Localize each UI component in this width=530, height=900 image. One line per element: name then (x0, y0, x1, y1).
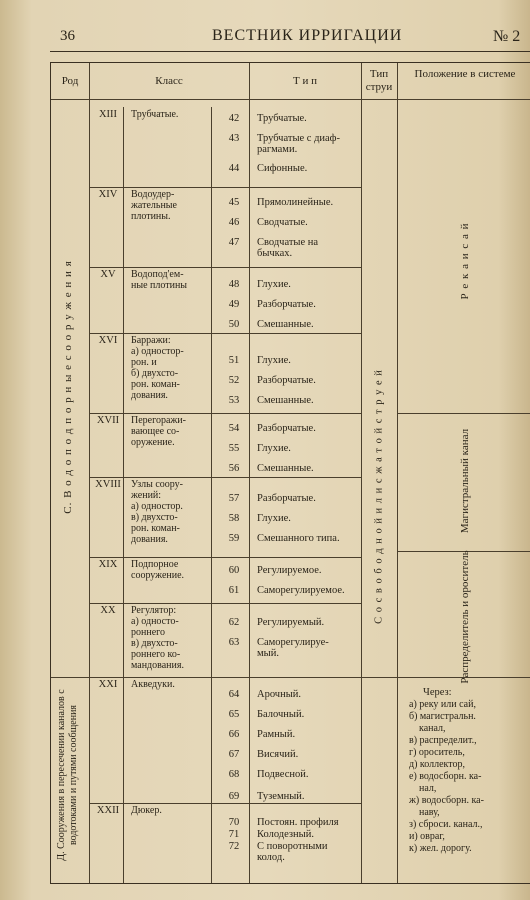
type-number: 62 (228, 617, 240, 628)
type-number: 48 (228, 279, 240, 290)
type-name: Регулируемый. (257, 617, 325, 628)
type-name: мый. (257, 648, 279, 659)
class-name: Регулятор: (131, 605, 177, 616)
type-name: Висячий. (257, 749, 299, 760)
type-name: Смешанные. (257, 319, 314, 330)
class-name: дования. (131, 534, 168, 545)
type-number: 54 (228, 423, 240, 434)
type-name: Глухие. (257, 279, 291, 290)
position-river: Р е к а и с а й (459, 222, 471, 300)
class-name: жательные (131, 200, 177, 211)
header-rule (50, 51, 530, 52)
type-name: Трубчатые с диаф- (257, 133, 340, 144)
type-name: рагмами. (257, 144, 298, 155)
class-number: XIV (98, 189, 118, 200)
type-name: Прямолинейные. (257, 197, 334, 208)
class-name: Трубчатые. (131, 109, 179, 120)
type-name: Смешанные. (257, 395, 314, 406)
type-name: Смешанного типа. (257, 533, 340, 544)
type-number: 65 (228, 709, 240, 720)
class-name: в) двухсто- (131, 512, 178, 523)
type-name: Разборчатые. (257, 493, 316, 504)
class-rule (89, 413, 361, 414)
class-name: в) двухсто- (131, 638, 178, 649)
col-rule (89, 63, 90, 883)
type-name: Колодезный. (257, 829, 314, 840)
class-name: рон. коман- (131, 523, 180, 534)
type-number: 72 (228, 841, 240, 852)
crossing-item: нал, (409, 783, 437, 794)
type-number: 59 (228, 533, 240, 544)
class-name: сооружение. (131, 570, 185, 581)
type-number: 60 (228, 565, 240, 576)
class-rule (89, 603, 361, 604)
type-name: Балочный. (257, 709, 305, 720)
group-d-label: Д. Сооружения в пересечении каналов с водотоками и путями сообщения (56, 689, 79, 861)
crossing-item: к) жел. дорогу. (409, 843, 472, 854)
type-number: 68 (228, 769, 240, 780)
class-rule (89, 477, 361, 478)
type-number: 42 (228, 113, 240, 124)
class-name: а) одностор. (131, 501, 183, 512)
type-number: 69 (228, 791, 240, 802)
crossing-item: наву, (409, 807, 440, 818)
type-number: 43 (228, 133, 240, 144)
class-name: а) одностор- (131, 346, 184, 357)
crossing-item: и) овраг, (409, 831, 445, 842)
type-number: 58 (228, 513, 240, 524)
group-c-label: С. В о д о п о д п о р н ы е с о о р у ж е н и я (62, 260, 74, 514)
type-name: Регулируемое. (257, 565, 322, 576)
type-name: Рамный. (257, 729, 296, 740)
class-number: XIX (98, 559, 118, 570)
class-number: XXII (96, 805, 120, 816)
crossing-item: б) магистральн. (409, 711, 476, 722)
type-name: Сводчатые на (257, 237, 319, 248)
col-rule (211, 107, 212, 883)
class-name: ные плотины (131, 280, 188, 291)
col-header-klass: Класс (155, 75, 183, 87)
type-name: Саморегулируе- (257, 637, 329, 648)
type-name: Подвесной. (257, 769, 309, 780)
class-name: рон. коман- (131, 379, 180, 390)
class-number: XVII (96, 415, 120, 426)
class-name: жений: (131, 490, 162, 501)
col-rule (123, 107, 124, 883)
class-name: Водопод'ем- (131, 269, 184, 280)
type-name: Туземный. (257, 791, 305, 802)
type-number: 50 (228, 319, 240, 330)
crossing-item: е) водосборн. ка- (409, 771, 482, 782)
type-name: Разборчатые. (257, 375, 316, 386)
crossing-item: з) сброси. канал., (409, 819, 483, 830)
class-rule (89, 557, 361, 558)
page-number: 36 (60, 28, 75, 44)
type-name: Постоян. профиля (257, 817, 339, 828)
issue-number: № 2 (493, 28, 521, 45)
class-number: XVIII (95, 479, 121, 490)
class-name: мандования. (131, 660, 184, 671)
type-number: 51 (228, 355, 240, 366)
class-name: Перегоражи- (131, 415, 186, 426)
col-rule (361, 63, 362, 883)
class-number: XVI (98, 335, 118, 346)
type-number: 46 (228, 217, 240, 228)
col-header-tip: Т и п (293, 75, 317, 87)
type-name: Глухие. (257, 355, 291, 366)
class-name: оружение. (131, 437, 175, 448)
type-number: 66 (228, 729, 240, 740)
crossing-item: канал, (409, 723, 446, 734)
type-name: колод. (257, 852, 285, 863)
class-name: роннего ко- (131, 649, 181, 660)
type-name: Смешанные. (257, 463, 314, 474)
class-name: роннего (131, 627, 165, 638)
type-number: 56 (228, 463, 240, 474)
position-main-canal: Магистральный канал (459, 428, 471, 534)
class-name: Дюкер. (131, 805, 162, 816)
type-number: 55 (228, 443, 240, 454)
col-header-tip-strui: Тип струи (365, 68, 393, 93)
type-name: Разборчатые. (257, 299, 316, 310)
class-name: плотины. (131, 211, 171, 222)
type-name: Сводчатые. (257, 217, 308, 228)
type-number: 63 (228, 637, 240, 648)
type-name: Глухие. (257, 513, 291, 524)
type-number: 64 (228, 689, 240, 700)
type-number: 61 (228, 585, 240, 596)
type-number: 57 (228, 493, 240, 504)
type-number: 70 (228, 817, 240, 828)
jet-type-label: С о с в о б о д н о й и л и с ж а т о й с т р у е й (373, 369, 385, 624)
class-name: Подпорное (131, 559, 179, 570)
class-name: Водоудер- (131, 189, 175, 200)
type-name: Арочный. (257, 689, 302, 700)
position-distributor: Распределитель и ороситель (459, 550, 471, 684)
type-number: 52 (228, 375, 240, 386)
class-name: б) двухсто- (131, 368, 179, 379)
type-name: Саморегулируемое. (257, 585, 345, 596)
class-number: XV (100, 269, 116, 280)
col-header-rod: Род (61, 75, 79, 87)
type-number: 44 (228, 163, 240, 174)
journal-title: ВЕСТНИК ИРРИГАЦИИ (212, 27, 403, 44)
type-number: 53 (228, 395, 240, 406)
class-name: рон. и (131, 357, 157, 368)
class-number: XXI (98, 679, 118, 690)
class-rule (89, 267, 361, 268)
crossing-item: ж) водосборн. ка- (409, 795, 484, 806)
type-name: Трубчатые. (257, 113, 307, 124)
crossing-item: г) ороситель, (409, 747, 465, 758)
col-rule (397, 63, 398, 883)
class-name: Узлы соору- (131, 479, 183, 490)
class-rule (89, 187, 361, 188)
class-number: XX (100, 605, 116, 616)
type-number: 71 (228, 829, 240, 840)
classification-table (50, 62, 530, 884)
class-rule (89, 803, 361, 804)
type-number: 49 (228, 299, 240, 310)
type-number: 67 (228, 749, 240, 760)
crossing-title: Через: (423, 687, 452, 698)
crossing-item: в) распределит., (409, 735, 477, 746)
type-name: Разборчатые. (257, 423, 316, 434)
type-name: Сифонные. (257, 163, 308, 174)
type-name: Глухие. (257, 443, 291, 454)
type-name: С поворотными (257, 841, 328, 852)
class-name: Акведуки. (131, 679, 175, 690)
col-rule (249, 63, 250, 883)
crossing-item: а) реку или сай, (409, 699, 476, 710)
type-number: 45 (228, 197, 240, 208)
col-header-polozhenie: Положение в системе (414, 68, 516, 80)
class-rule (89, 677, 361, 678)
type-name: бычках. (257, 248, 293, 259)
class-rule (89, 333, 361, 334)
class-name: дования. (131, 390, 168, 401)
class-name: а) односто- (131, 616, 179, 627)
class-number: XIII (98, 109, 118, 120)
class-name: вающее со- (131, 426, 180, 437)
header-rule (51, 99, 530, 100)
class-name: Барражи: (131, 335, 171, 346)
type-number: 47 (228, 237, 240, 248)
crossing-item: д) коллектор, (409, 759, 466, 770)
